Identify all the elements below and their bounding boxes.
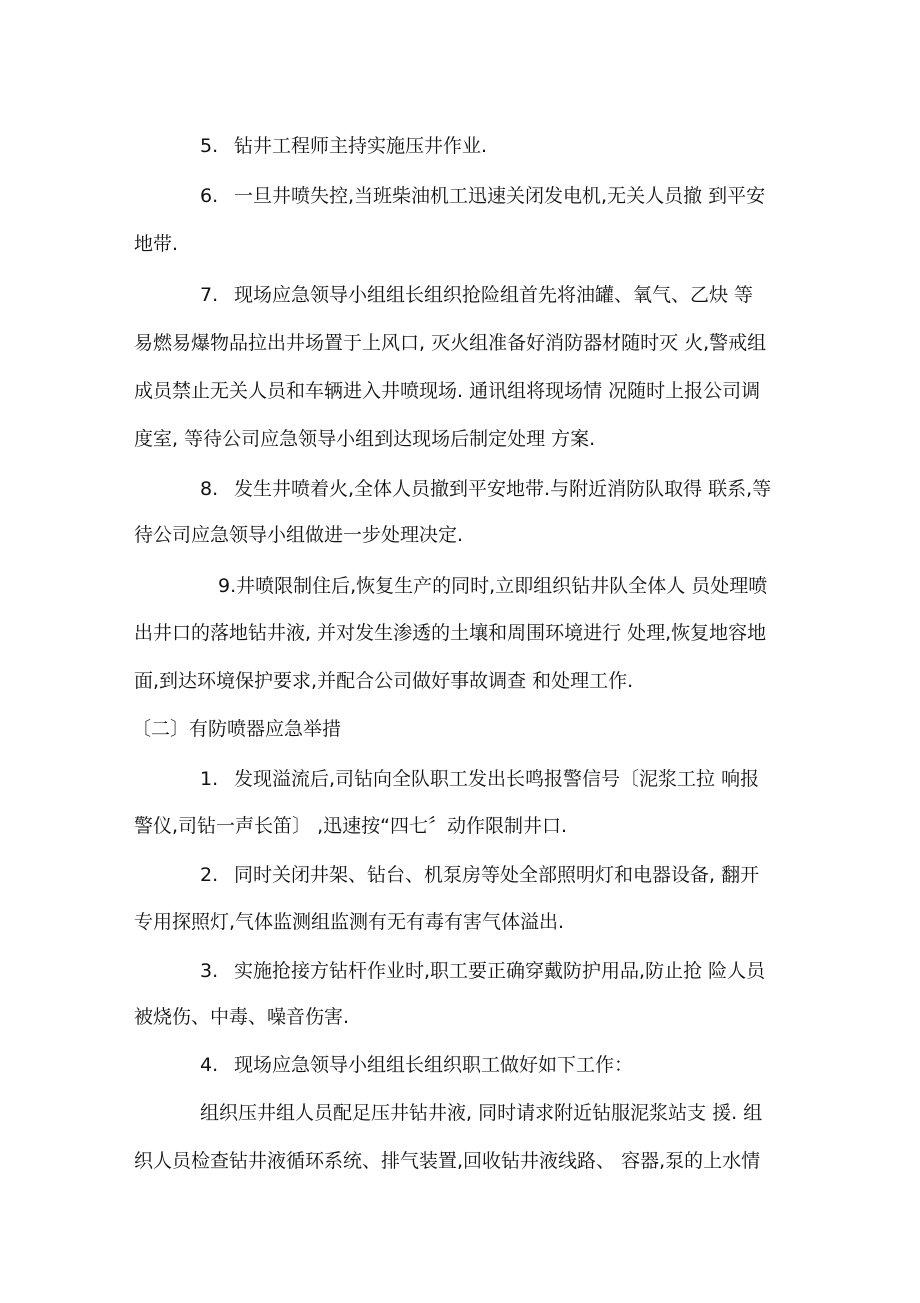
item-text: 度室, 等待公司应急领导小组到达现场后制定处理 方案. [134,428,596,450]
section-item-2-line-2 [134,910,564,934]
item-9-line-3 [134,669,633,693]
item-number: 3. [200,960,219,982]
item-number: 4. [200,1054,219,1076]
item-text: 同时关闭井架、钻台、机泵房等处全部照明灯和电器设备, 翻开 [234,864,760,886]
section-item-1-line-1 [200,767,759,791]
item-number: 8. [200,478,219,500]
item-7-line-3 [134,379,760,403]
item-7-line-1 [200,283,753,307]
closing-line-2: 织人员检查钻井液循环系统、排气装置,回收钻井液线路、 容器,泵的上水情 [134,1150,761,1172]
item-text: 发现溢流后,司钻向全队职工发出长鸣报警信号〔泥浆工拉 响报 [234,768,760,790]
item-9-line-2 [134,621,766,645]
item-text: 警仪,司钻一声长笛〕 ,迅速按“四七〞动作限制井口. [134,815,568,837]
item-text: 现场应急领导小组组长组织职工做好如下工作： [234,1054,634,1076]
item-8-line-1 [200,477,771,501]
item-number: 1. [200,768,219,790]
item-8-line-2 [134,523,463,547]
section-item-3-line-1 [200,959,765,983]
item-6-line-1 [200,184,765,208]
section-item-4-line-1 [200,1053,633,1077]
item-number: 2. [200,864,219,886]
section-heading: 〔二〕有防喷器应急举措 [132,718,342,740]
item-text: 待公司应急领导小组做进一步处理决定. [134,524,464,546]
item-text: 实施抢接方钻杆作业时,职工要正确穿戴防护用品,防止抢 险人员 [234,960,766,982]
item-text: 面,到达环境保护要求,并配合公司做好事故调查 和处理工作. [134,670,634,692]
item-number: 5. [200,135,219,157]
item-5-line-1 [200,134,487,158]
item-text: 发生井喷着火,全体人员撤到平安地带.与附近消防队取得 联系,等 [234,478,772,500]
item-7-line-4 [134,427,595,451]
closing-line-1: 组织压井组人员配足压井钻井液, 同时请求附近钻服泥浆站支 援. 组 [200,1102,763,1124]
item-6-line-2 [134,232,178,256]
item-number: 6. [200,185,219,207]
item-text: 专用探照灯,气体监测组监测有无有毒有害气体溢出. [134,911,565,933]
item-text: 现场应急领导小组组长组织抢险组首先将油罐、氧气、乙炔 等 [234,284,754,306]
section-item-3-line-2 [134,1005,349,1029]
item-text: 一旦井喷失控,当班柴油机工迅速关闭发电机,无关人员撤 到平安 [234,185,766,207]
item-text: 易燃易爆物品拉出井场置于上风口, 灭火组准备好消防器材随时灭 火,警戒组 [134,332,767,354]
item-text: 地带. [134,233,179,255]
section-item-1-line-2 [134,814,567,838]
item-text: 被烧伤、中毒、噪音伤害. [134,1006,350,1028]
item-text: 出井口的落地钻井液, 并对发生渗透的土壤和周围环境进行 处理,恢复地容地 [134,622,767,644]
item-number: 7. [200,284,219,306]
item-text: 钻井工程师主持实施压井作业. [234,135,488,157]
item-text: 成员禁止无关人员和车辆进入井喷现场. 通讯组将现场情 况随时上报公司调 [134,380,761,402]
section-item-2-line-1 [200,863,759,887]
item-9-line-1 [218,574,767,598]
item-7-line-2 [134,331,766,355]
item-text: 9.井喷限制住后,恢复生产的同时,立即组织钻井队全体人 员处理喷 [218,575,768,597]
